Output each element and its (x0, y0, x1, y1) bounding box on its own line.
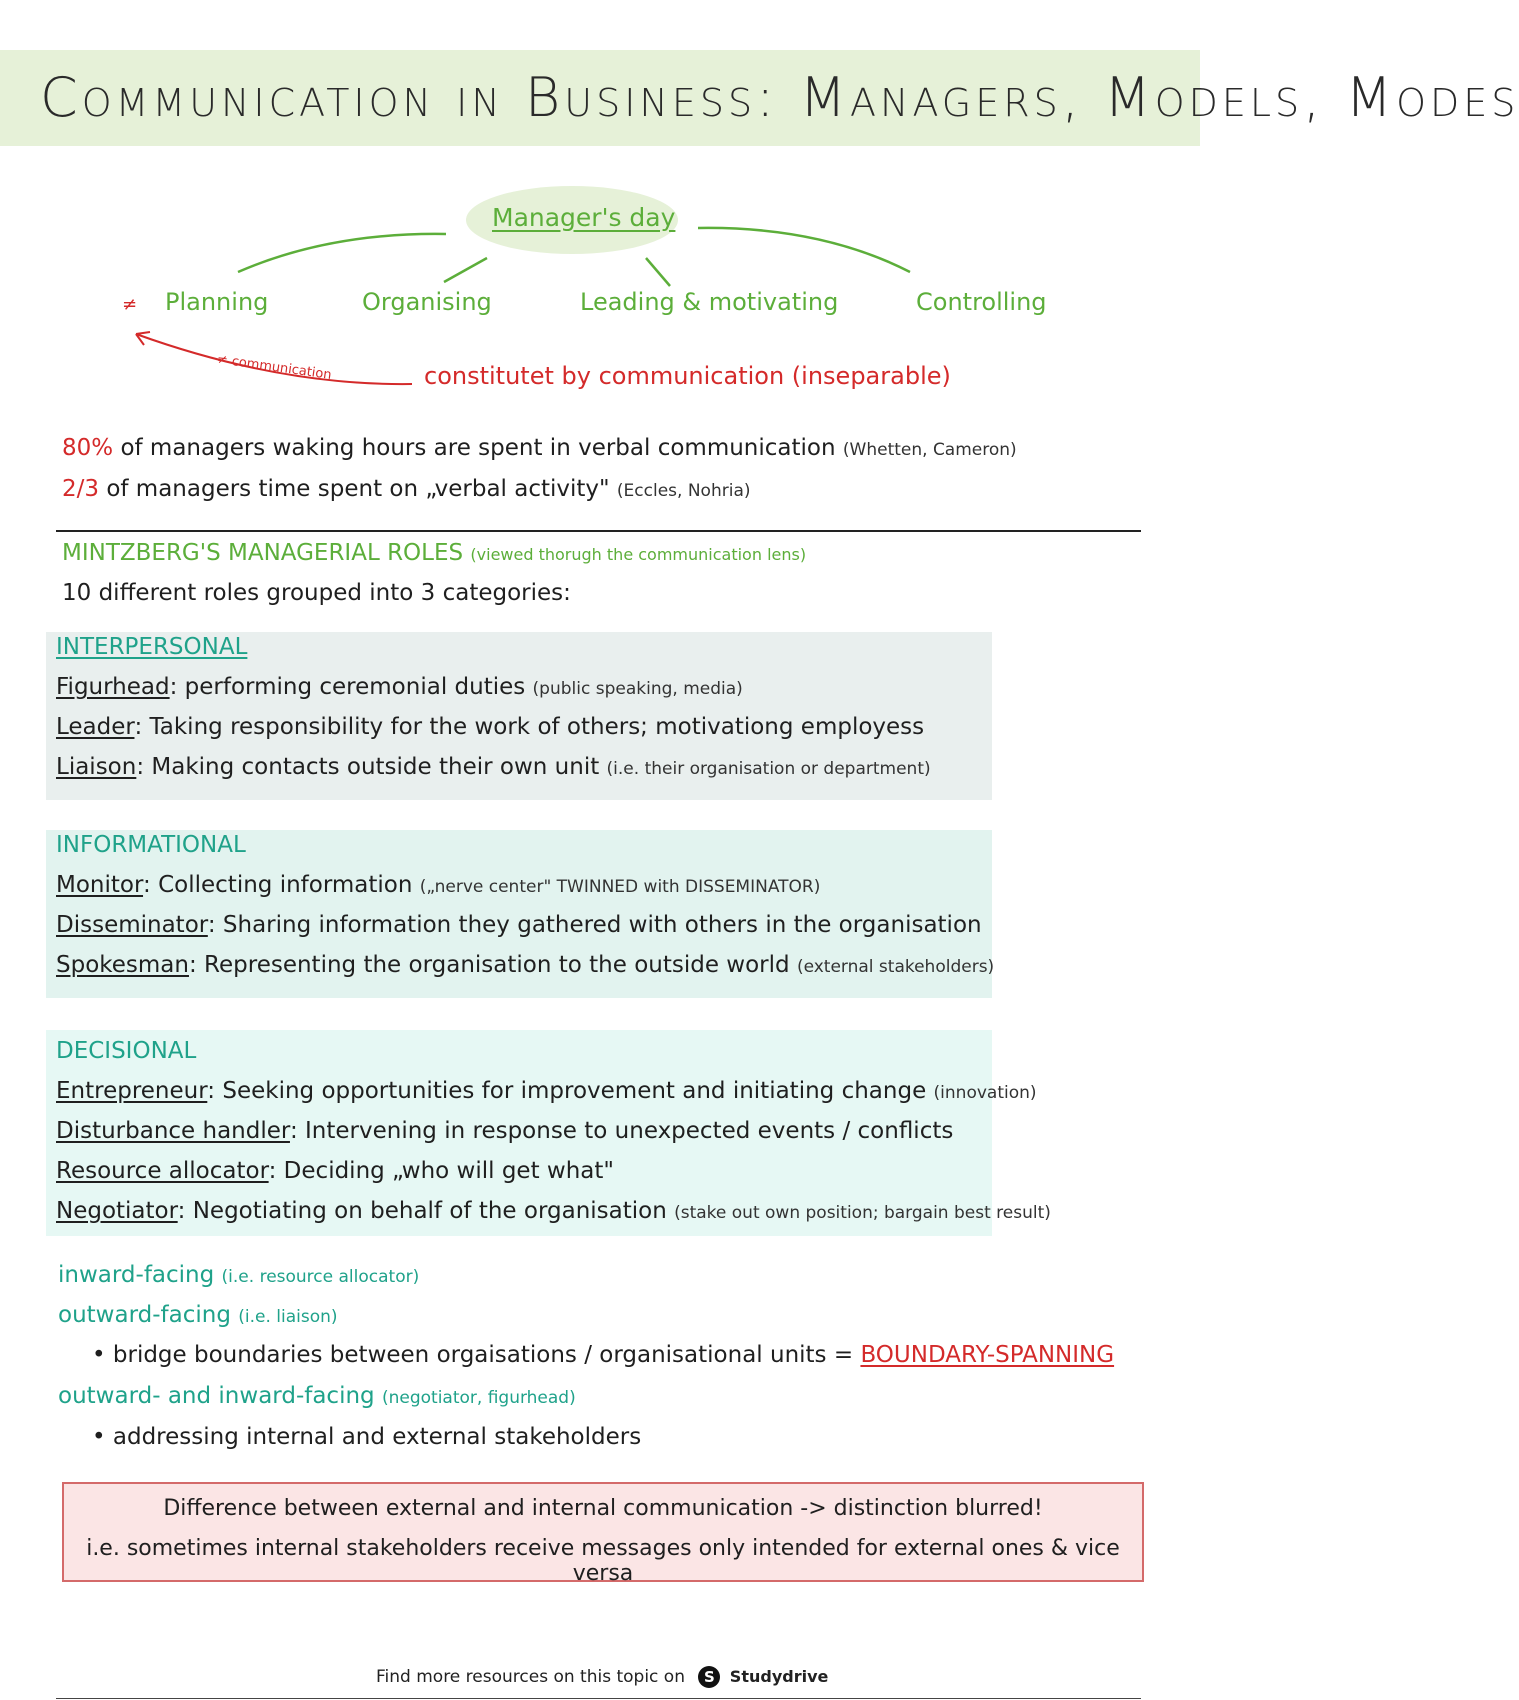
both-facing-note: (negotiator, figurhead) (381, 1388, 576, 1408)
managers-day-label: Manager's day (492, 203, 676, 232)
role-name: Resource allocator (56, 1158, 269, 1184)
bottom-divider (56, 1698, 1141, 1699)
role-row (56, 1158, 614, 1184)
footer-brand-link[interactable]: Studydrive (729, 1667, 829, 1686)
page-title: Communication in Business: Managers, Models, Modes (40, 66, 1519, 129)
section-divider (56, 530, 1141, 532)
role-name: Entrepreneur (56, 1078, 208, 1104)
interpersonal-title: INTERPERSONAL (56, 634, 248, 660)
informational-title: INFORMATIONAL (56, 832, 246, 858)
role-name: Disturbance handler (56, 1118, 290, 1144)
role-note: (external stakeholders) (796, 957, 995, 977)
function-controlling: Controlling (916, 288, 1047, 316)
role-row (56, 1118, 953, 1144)
function-organising: Organising (362, 288, 492, 316)
role-name: Negotiator (56, 1198, 178, 1224)
role-name: Figurhead (56, 674, 170, 700)
both-bullet-text: addressing internal and external stakeholders (112, 1424, 642, 1450)
mintzberg-intro: 10 different roles grouped into 3 categories: (62, 580, 571, 606)
role-desc: : Taking responsibility for the work of others; motivationg employess (134, 714, 925, 740)
role-desc: : Intervening in response to unexpected events / conflicts (289, 1118, 954, 1144)
role-name: Disseminator (56, 912, 208, 938)
role-note: (i.e. their organisation or department) (606, 759, 931, 779)
stat-2-value: 2/3 (62, 476, 100, 502)
stat-2-source: (Eccles, Nohria) (616, 481, 751, 501)
role-desc: : Representing the organisation to the outside world (188, 952, 790, 978)
footer-text: Find more resources on this topic on (376, 1667, 685, 1687)
informational-box (46, 830, 995, 998)
studydrive-logo-icon: S (698, 1666, 720, 1688)
outward-facing-label: outward-facing (58, 1302, 231, 1328)
interpersonal-box (46, 632, 992, 800)
role-row (56, 1198, 1051, 1224)
role-desc: : Sharing information they gathered with others in the organisation (207, 912, 982, 938)
function-planning: Planning (165, 288, 269, 316)
role-row (56, 872, 820, 898)
mintzberg-heading-line (62, 540, 806, 566)
constituted-text: constitutet by communication (inseparable) (424, 362, 951, 390)
role-desc: : performing ceremonial duties (169, 674, 526, 700)
role-note: (stake out own position; bargain best result) (674, 1203, 1051, 1223)
role-desc: : Collecting information (143, 872, 413, 898)
mintzberg-heading-note: (viewed thorugh the communication lens) (470, 545, 807, 564)
note-line-1: Difference between external and internal communication -> distinction blurred! (163, 1496, 1043, 1521)
not-equal-mark: ≠ (122, 294, 138, 315)
inward-facing-label: inward-facing (58, 1262, 215, 1288)
role-note: („nerve center" TWINNED with DISSEMINATOR) (419, 877, 821, 897)
role-row (56, 674, 743, 700)
role-name: Leader (56, 714, 135, 740)
decisional-title: DECISIONAL (56, 1038, 197, 1064)
inward-facing-line (58, 1262, 419, 1288)
outward-facing-note: (i.e. liaison) (238, 1307, 338, 1327)
role-desc: : Negotiating on behalf of the organisation (177, 1198, 667, 1224)
role-desc: : Seeking opportunities for improvement and initiating change (207, 1078, 927, 1104)
role-row (56, 952, 994, 978)
footer (376, 1666, 828, 1688)
role-row (56, 1078, 1037, 1104)
stat-1-value: 80% (62, 435, 114, 461)
both-facing-label: outward- and inward-facing (58, 1383, 375, 1409)
stat-line-2 (62, 476, 751, 502)
boundary-spanning: BOUNDARY-SPANNING (860, 1342, 1115, 1368)
role-row (56, 912, 982, 938)
both-bullet: • addressing internal and external stakeholders (92, 1424, 642, 1450)
role-name: Liaison (56, 754, 137, 780)
role-note: (public speaking, media) (532, 679, 743, 699)
note-line-2: i.e. sometimes internal stakeholders receive messages only intended for external ones & vice versa (86, 1536, 1120, 1586)
outward-bullet: • bridge boundaries between orgaisations / organisational units = BOUNDARY-SPANNING (92, 1342, 1115, 1368)
outward-facing-line (58, 1302, 338, 1328)
stat-line-1 (62, 435, 1017, 461)
role-row (56, 754, 931, 780)
both-facing-line (58, 1383, 576, 1409)
role-desc: : Deciding „who will get what" (268, 1158, 614, 1184)
role-note: (innovation) (933, 1083, 1037, 1103)
arrow-label: ≠ communication (215, 352, 333, 383)
function-leading: Leading & motivating (580, 288, 839, 316)
role-desc: : Making contacts outside their own unit (136, 754, 600, 780)
role-row (56, 714, 924, 740)
stat-1-text: of managers waking hours are spent in verbal communication (120, 435, 836, 461)
role-name: Monitor (56, 872, 144, 898)
stat-2-text: of managers time spent on „verbal activity" (106, 476, 610, 502)
outward-bullet-text: bridge boundaries between orgaisations / organisational units = (112, 1342, 854, 1368)
mintzberg-heading: MINTZBERG'S MANAGERIAL ROLES (62, 540, 464, 566)
inward-facing-note: (i.e. resource allocator) (221, 1267, 420, 1287)
role-name: Spokesman (56, 952, 189, 978)
stat-1-source: (Whetten, Cameron) (842, 440, 1017, 460)
decisional-box (46, 1030, 1051, 1236)
note-box (62, 1482, 1144, 1586)
